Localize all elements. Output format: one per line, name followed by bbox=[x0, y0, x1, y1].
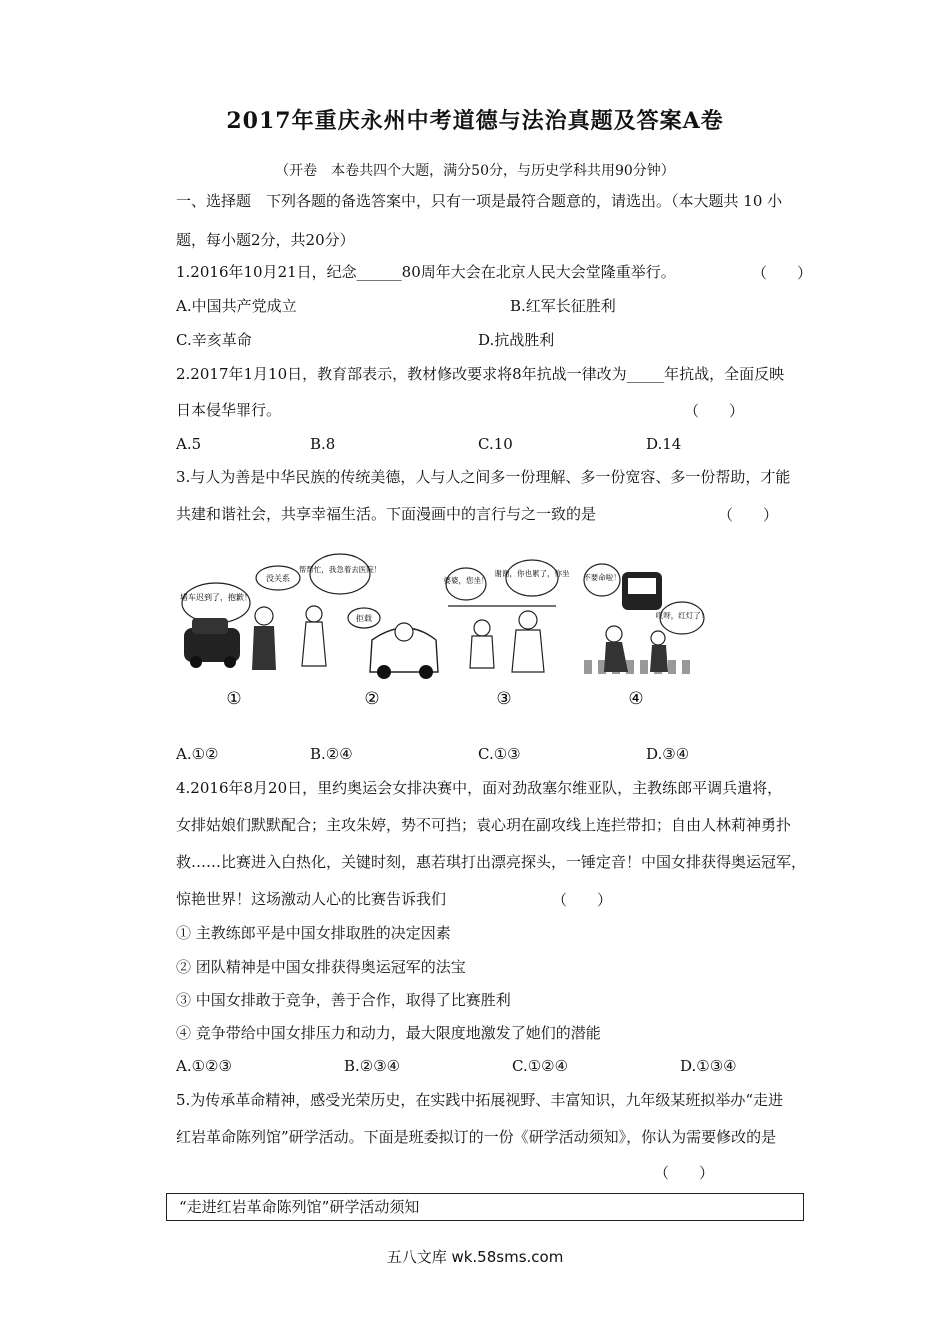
q2-option-b: B.8 bbox=[310, 435, 336, 453]
q1-option-d: D.抗战胜利 bbox=[478, 331, 555, 349]
q4-option-b: B.②③④ bbox=[344, 1057, 401, 1075]
q2-option-d: D.14 bbox=[646, 435, 682, 453]
q4-option-a: A.①②③ bbox=[176, 1057, 232, 1075]
q3-option-c: C.①③ bbox=[478, 745, 521, 763]
panel3-speech-right: 谢谢，你也累了，你坐 bbox=[494, 569, 570, 578]
panel4-number: ④ bbox=[628, 689, 644, 709]
q3-answer-paren: （ ） bbox=[718, 506, 779, 524]
q3-option-d: D.③④ bbox=[646, 745, 690, 763]
activity-notice-box bbox=[166, 1193, 804, 1221]
q4-stem: 4.2016年8月20日，里约奥运会女排决赛中，面对劲敌塞尔维亚队，主教练郎平调兵遣将， bbox=[176, 779, 783, 797]
q3-stem-cont: 共建和谐社会，共享幸福生活。下面漫画中的言行与之一致的是 bbox=[176, 505, 597, 523]
q3-option-a: A.①② bbox=[176, 745, 219, 763]
q4-statement-2: ② 团队精神是中国女排获得奥运冠军的法宝 bbox=[176, 958, 466, 976]
comic-panel-3 bbox=[444, 560, 570, 709]
q5-stem: 5.为传承革命精神，感受光荣历史，在实践中拓展视野、丰富知识，九年级某班拟举办“走进 bbox=[176, 1091, 783, 1109]
q4-stem-line3: 救……比赛进入白热化，关键时刻，惠若琪打出漂亮探头，一锤定音！中国女排获得奥运冠军， bbox=[176, 853, 807, 871]
q4-stem-line2: 女排姑娘们默默配合；主攻朱婷，势不可挡；袁心玥在副攻线上连拦带扣；自由人林莉神勇扑 bbox=[176, 816, 792, 834]
q4-option-d: D.①③④ bbox=[680, 1057, 737, 1075]
exam-instructions: （开卷 本卷共四个大题，满分50分，与历史学科共用90分钟） bbox=[275, 163, 675, 179]
panel4-speech-right: 哎呀，红灯了！ bbox=[655, 611, 709, 620]
q2-stem-cont: 日本侵华罪行。 bbox=[176, 401, 282, 419]
comic-panel-4 bbox=[583, 564, 708, 709]
section-heading-cont: 题，每小题2分，共20分） bbox=[176, 231, 355, 249]
comic-panel-2 bbox=[299, 554, 438, 709]
section-heading: 一、选择题 下列各题的备选答案中，只有一项是最符合题意的，请选出。（本大题共 10 小 bbox=[176, 192, 783, 210]
q1-stem: 1.2016年10月21日，纪念______80周年大会在北京人民大会堂隆重举行。 bbox=[176, 263, 676, 281]
q1-option-c: C.辛亥革命 bbox=[176, 331, 252, 349]
activity-notice-title: “走进红岩革命陈列馆”研学活动须知 bbox=[179, 1198, 420, 1216]
q4-statement-4: ④ 竞争带给中国女排压力和动力，最大限度地激发了她们的潜能 bbox=[176, 1024, 601, 1042]
panel2-speech-left: 帮帮忙，我急着去医院！ bbox=[298, 565, 382, 574]
footer-watermark: 五八文库 wk.58sms.com bbox=[386, 1248, 564, 1266]
q2-option-a: A.5 bbox=[176, 435, 202, 453]
q4-statement-3: ③ 中国女排敢于竞争，善于合作，取得了比赛胜利 bbox=[176, 991, 511, 1009]
q4-option-c: C.①②④ bbox=[512, 1057, 569, 1075]
panel2-number: ② bbox=[364, 689, 380, 709]
panel4-speech-left: 不要命啦！ bbox=[583, 573, 621, 582]
q1-option-b: B.红军长征胜利 bbox=[510, 297, 616, 315]
q4-statement-1: ① 主教练郎平是中国女排取胜的决定因素 bbox=[176, 924, 451, 942]
q2-answer-paren: （ ） bbox=[684, 402, 745, 420]
q4-stem-line4: 惊艳世界！这场激动人心的比赛告诉我们 bbox=[176, 890, 447, 908]
q5-stem-cont: 红岩革命陈列馆”研学活动。下面是班委拟订的一份《研学活动须知》，你认为需要修改的是 bbox=[176, 1128, 777, 1146]
q3-option-b: B.②④ bbox=[310, 745, 353, 763]
panel2-speech-right: 拒载 bbox=[356, 614, 372, 623]
q1-answer-paren: （ ） bbox=[752, 264, 813, 282]
comic-strip-image bbox=[176, 548, 716, 718]
q4-answer-paren: （ ） bbox=[552, 891, 613, 909]
page-title: 2017年重庆永州中考道德与法治真题及答案A卷 bbox=[226, 108, 724, 134]
comic-panel-1 bbox=[180, 566, 300, 709]
panel1-number: ① bbox=[226, 689, 242, 709]
q5-answer-paren: （ ） bbox=[654, 1164, 715, 1182]
panel3-speech-left: 婆婆，您坐！ bbox=[443, 576, 489, 585]
panel1-speech-left: 堵车迟到了，抱歉！ bbox=[180, 593, 252, 602]
q1-option-a: A.中国共产党成立 bbox=[176, 297, 297, 315]
panel3-number: ③ bbox=[496, 689, 512, 709]
q2-stem: 2.2017年1月10日，教育部表示，教材修改要求将8年抗战一律改为_____年抗战，全面反映 bbox=[176, 365, 785, 383]
panel1-speech-right: 没关系 bbox=[266, 574, 290, 583]
q2-option-c: C.10 bbox=[478, 435, 513, 453]
q3-stem: 3.与人为善是中华民族的传统美德，人与人之间多一份理解、多一份宽容、多一份帮助，才能 bbox=[176, 468, 791, 486]
